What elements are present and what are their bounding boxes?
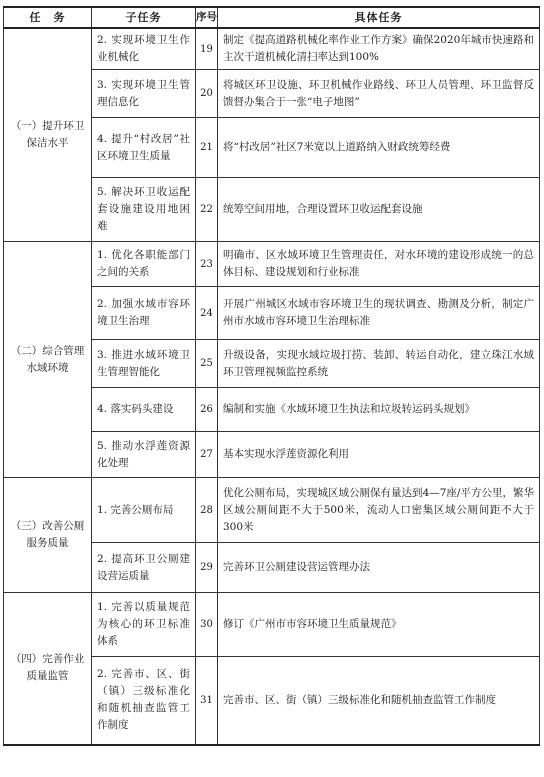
subtask-cell: 1. 完善公厕布局	[92, 478, 196, 543]
specific-cell: 升级设备，实现水域垃圾打捞、装卸、转运自动化，建立珠江水域环卫管理视频监控系统	[218, 340, 540, 388]
subtask-cell: 1. 优化各职能部门之间的关系	[92, 242, 196, 287]
header-subtask: 子任务	[92, 7, 196, 28]
table-row	[4, 478, 540, 543]
subtask-cell: 2. 提高环卫公厕建设营运质量	[92, 543, 196, 593]
subtask-cell: 5. 推动水浮莲资源化处理	[92, 432, 196, 478]
specific-cell: 明确市、区水域环境卫生管理责任，对水环境的建设形成统一的总体目标、建设规划和行业标准	[218, 242, 540, 287]
number-cell: 29	[196, 543, 218, 593]
specific-cell: 编制和实施《水域环境卫生执法和垃圾转运码头规划》	[218, 388, 540, 432]
task-cell: （二）综合管理水域环境	[4, 242, 92, 478]
number-cell: 20	[196, 70, 218, 118]
subtask-cell: 4. 落实码头建设	[92, 388, 196, 432]
task-table	[3, 6, 540, 746]
specific-cell: 基本实现水浮莲资源化利用	[218, 432, 540, 478]
table-row	[4, 242, 540, 287]
header-specific: 具体任务	[218, 7, 540, 28]
task-cell: （四）完善作业质量监管	[4, 593, 92, 745]
number-cell: 24	[196, 287, 218, 340]
subtask-cell: 2. 完善市、区、街（镇）三级标准化和随机抽查监管工作制度	[92, 657, 196, 745]
number-cell: 25	[196, 340, 218, 388]
number-cell: 26	[196, 388, 218, 432]
header-task: 任 务	[4, 7, 92, 28]
number-cell: 19	[196, 28, 218, 70]
number-cell: 30	[196, 593, 218, 657]
number-cell: 21	[196, 118, 218, 178]
number-cell: 28	[196, 478, 218, 543]
task-cell: （一）提升环卫保洁水平	[4, 28, 92, 242]
table-row	[4, 593, 540, 657]
specific-cell: 将“村改居”社区7米宽以上道路纳入财政统筹经费	[218, 118, 540, 178]
subtask-cell: 1. 完善以质量规范为核心的环卫标准体系	[92, 593, 196, 657]
specific-cell: 优化公厕布局，实现城区域公厕保有量达到4—7座/平方公里，繁华区域公厕间距不大于500米，流动人口密集区域公厕间距不大于300米	[218, 478, 540, 543]
table-row	[4, 28, 540, 70]
subtask-cell: 2. 实现环境卫生作业机械化	[92, 28, 196, 70]
number-cell: 23	[196, 242, 218, 287]
specific-cell: 完善环卫公厕建设营运管理办法	[218, 543, 540, 593]
subtask-cell: 3. 实现环境卫生管理信息化	[92, 70, 196, 118]
number-cell: 31	[196, 657, 218, 745]
number-cell: 22	[196, 178, 218, 242]
subtask-cell: 5. 解决环卫收运配套设施建设用地困难	[92, 178, 196, 242]
specific-cell: 修订《广州市市容环境卫生质量规范》	[218, 593, 540, 657]
subtask-cell: 2. 加强水域市容环境卫生治理	[92, 287, 196, 340]
header-row	[4, 7, 540, 28]
number-cell: 27	[196, 432, 218, 478]
specific-cell: 将城区环卫设施、环卫机械作业路线、环卫人员管理、环卫监督反馈督办集合于一张“电子地图”	[218, 70, 540, 118]
subtask-cell: 4. 提升“村改居”社区环境卫生质量	[92, 118, 196, 178]
specific-cell: 完善市、区、街（镇）三级标准化和随机抽查监管工作制度	[218, 657, 540, 745]
specific-cell: 开展广州城区水域市容环境卫生的现状调查、勘测及分析，制定广州市水域市容环境卫生治理标准	[218, 287, 540, 340]
subtask-cell: 3. 推进水域环境卫生管理智能化	[92, 340, 196, 388]
specific-cell: 制定《提高道路机械化率作业工作方案》确保2020年城市快速路和主次干道机械化清扫率达到100%	[218, 28, 540, 70]
specific-cell: 统筹空间用地，合理设置环卫收运配套设施	[218, 178, 540, 242]
task-table-container	[3, 6, 539, 746]
task-cell: （三）改善公厕服务质量	[4, 478, 92, 593]
header-number: 序号	[196, 7, 218, 28]
